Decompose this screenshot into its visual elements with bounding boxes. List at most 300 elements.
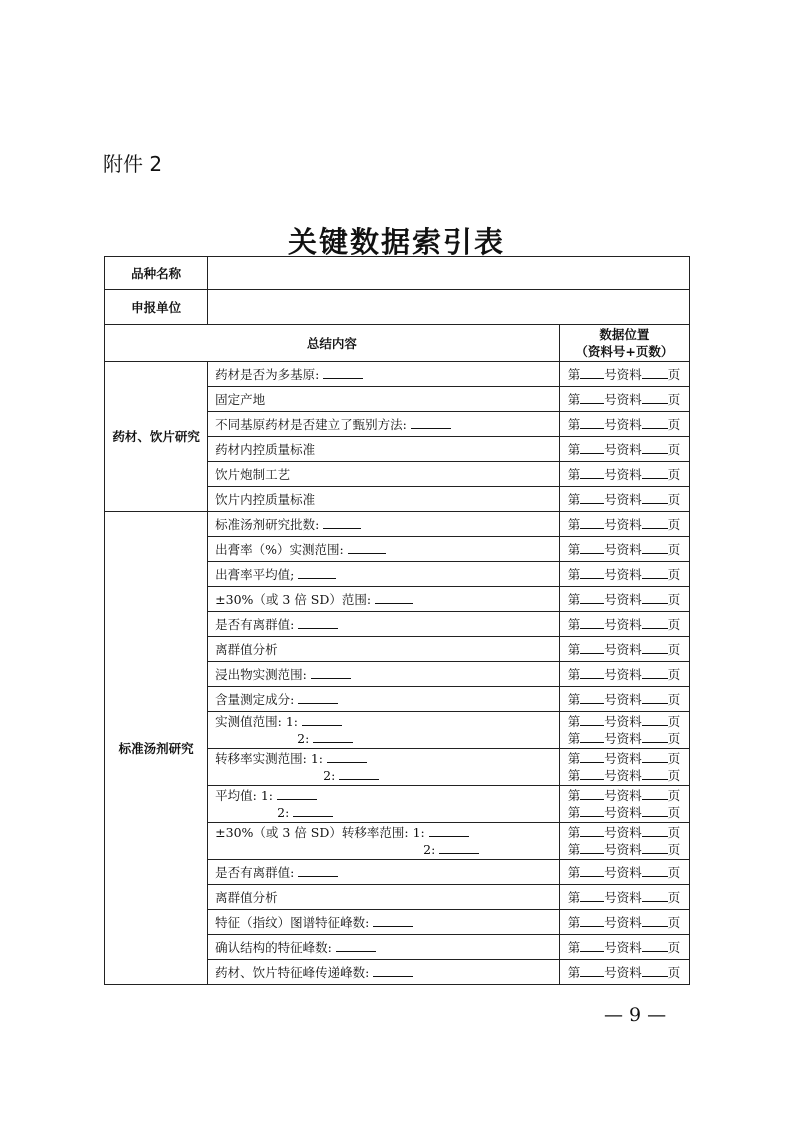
content-text: 药材内控质量标准: [215, 441, 316, 457]
index-row: [105, 362, 690, 387]
doc-number-blank[interactable]: [580, 442, 604, 454]
position-suffix: 页: [667, 768, 681, 783]
summary-content: [208, 786, 560, 823]
position-suffix: 页: [667, 616, 681, 632]
answer-blank[interactable]: [339, 768, 379, 780]
content-text: 固定产地: [215, 391, 266, 407]
position-prefix: 第: [567, 566, 581, 582]
summary-content: [208, 562, 560, 587]
doc-number-blank[interactable]: [580, 731, 604, 743]
position-middle: 号资料: [604, 441, 642, 457]
doc-number-blank[interactable]: [580, 965, 604, 977]
content-text: 确认结构的特征峰数:: [215, 939, 332, 955]
content-text: 药材、饮片特征峰传递峰数:: [215, 964, 370, 980]
page-number-blank[interactable]: [642, 567, 668, 579]
variety-name-label: 品种名称: [105, 257, 208, 290]
position-middle: 号资料: [604, 788, 642, 803]
data-position[interactable]: [568, 366, 689, 383]
answer-blank[interactable]: [298, 692, 338, 704]
content-text: 标准汤剂研究批数:: [215, 516, 320, 532]
position-prefix: 第: [567, 666, 581, 682]
summary-content: [208, 860, 560, 885]
answer-blank[interactable]: [298, 567, 336, 579]
content-text: ±30%（或 3 倍 SD）范围:: [215, 591, 372, 607]
content-line: [215, 541, 559, 558]
data-position-cell: [559, 562, 689, 587]
page-number-blank[interactable]: [642, 805, 668, 817]
doc-number-blank[interactable]: [580, 367, 604, 379]
summary-content: [208, 910, 560, 935]
page-number-blank[interactable]: [642, 825, 668, 837]
content-line: [215, 366, 559, 383]
position-middle: 号资料: [604, 964, 642, 980]
position-prefix: 第: [567, 366, 581, 382]
content-text: 2:: [423, 842, 436, 857]
data-position[interactable]: [568, 616, 689, 633]
page-number-blank[interactable]: [642, 788, 668, 800]
position-prefix: 第: [567, 516, 581, 532]
position-prefix: 第: [567, 889, 581, 905]
position-middle: 号资料: [604, 616, 642, 632]
page-number-blank[interactable]: [642, 417, 668, 429]
position-prefix: 第: [567, 731, 581, 746]
answer-blank[interactable]: [439, 842, 479, 854]
data-position-cell: [559, 910, 689, 935]
summary-content: [208, 712, 560, 749]
doc-number-blank[interactable]: [580, 467, 604, 479]
doc-number-blank[interactable]: [580, 542, 604, 554]
doc-number-blank[interactable]: [580, 825, 604, 837]
page-number-blank[interactable]: [642, 915, 668, 927]
content-text: 实测值范围: 1:: [215, 714, 299, 729]
page-number-blank[interactable]: [642, 642, 668, 654]
summary-content: [208, 387, 560, 412]
position-prefix: 第: [567, 768, 581, 783]
content-text: 2:: [323, 768, 336, 783]
data-position[interactable]: [568, 391, 689, 408]
content-line: [215, 391, 559, 408]
page-number-blank[interactable]: [642, 940, 668, 952]
content-line: [215, 416, 559, 433]
data-position-cell: [559, 860, 689, 885]
content-text: 2:: [297, 731, 310, 746]
content-line: [215, 591, 559, 608]
content-text: 出膏率（%）实测范围:: [215, 541, 344, 557]
answer-blank[interactable]: [313, 731, 353, 743]
position-middle: 号资料: [604, 491, 642, 507]
page-number: — 9 —: [604, 1004, 667, 1026]
position-middle: 号资料: [604, 566, 642, 582]
position-suffix: 页: [667, 864, 681, 880]
info-row-applicant: [105, 290, 690, 325]
doc-number-blank[interactable]: [580, 940, 604, 952]
position-suffix: 页: [667, 939, 681, 955]
data-position[interactable]: [568, 541, 689, 558]
position-prefix: 第: [567, 751, 581, 766]
position-middle: 号资料: [604, 914, 642, 930]
summary-content: [208, 687, 560, 712]
position-suffix: 页: [667, 666, 681, 682]
data-position-cell: [559, 960, 689, 985]
answer-blank[interactable]: [327, 751, 367, 763]
content-line: [215, 713, 559, 730]
position-suffix: 页: [667, 591, 681, 607]
content-text: 转移率实测范围: 1:: [215, 751, 324, 766]
summary-content: [208, 749, 560, 786]
position-middle: 号资料: [604, 864, 642, 880]
position-middle: 号资料: [604, 416, 642, 432]
doc-number-blank[interactable]: [580, 567, 604, 579]
data-position-cell: [559, 537, 689, 562]
applicant-value[interactable]: [208, 290, 690, 325]
content-line: [215, 516, 559, 533]
content-text: 离群值分析: [215, 641, 278, 657]
content-text: 特征（指纹）图谱特征峰数:: [215, 914, 370, 930]
position-prefix: 第: [567, 641, 581, 657]
position-suffix: 页: [667, 691, 681, 707]
position-prefix: 第: [567, 441, 581, 457]
data-position-cell: [559, 786, 689, 823]
position-prefix: 第: [567, 541, 581, 557]
content-text: 饮片内控质量标准: [215, 491, 316, 507]
data-position[interactable]: [568, 466, 689, 483]
position-middle: 号资料: [604, 805, 642, 820]
data-position-cell: [559, 462, 689, 487]
data-position[interactable]: [568, 889, 689, 906]
page-title: 关键数据索引表: [287, 225, 505, 259]
content-text: 平均值: 1:: [215, 788, 274, 803]
position-prefix: 第: [567, 864, 581, 880]
content-line: [215, 804, 559, 821]
position-middle: 号资料: [604, 541, 642, 557]
position-prefix: 第: [567, 491, 581, 507]
data-position[interactable]: [568, 864, 689, 881]
position-prefix: 第: [567, 788, 581, 803]
content-line: [215, 939, 559, 956]
position-prefix: 第: [567, 805, 581, 820]
position-header-line2: （资料号+页数）: [575, 344, 674, 359]
position-suffix: 页: [667, 366, 681, 382]
key-data-index-table: [104, 256, 690, 985]
answer-blank[interactable]: [323, 517, 361, 529]
data-position[interactable]: [568, 516, 689, 533]
position-suffix: 页: [667, 964, 681, 980]
summary-content: [208, 462, 560, 487]
position-prefix: 第: [567, 939, 581, 955]
position-middle: 号资料: [604, 466, 642, 482]
doc-number-blank[interactable]: [580, 768, 604, 780]
summary-content: [208, 612, 560, 637]
position-middle: 号资料: [604, 751, 642, 766]
content-text: 药材是否为多基原:: [215, 366, 320, 382]
position-prefix: 第: [567, 714, 581, 729]
data-position-cell: [559, 387, 689, 412]
data-position[interactable]: [568, 713, 689, 730]
content-line: [215, 824, 559, 841]
page-number-blank[interactable]: [642, 392, 668, 404]
data-position-cell: [559, 662, 689, 687]
position-middle: 号资料: [604, 768, 642, 783]
data-position-cell: [559, 637, 689, 662]
doc-number-blank[interactable]: [580, 392, 604, 404]
position-suffix: 页: [667, 391, 681, 407]
doc-number-blank[interactable]: [580, 492, 604, 504]
position-prefix: 第: [567, 616, 581, 632]
applicant-label: 申报单位: [105, 290, 208, 325]
position-suffix: 页: [667, 541, 681, 557]
answer-blank[interactable]: [348, 542, 386, 554]
answer-blank[interactable]: [277, 788, 317, 800]
position-suffix: 页: [667, 416, 681, 432]
page-number-blank[interactable]: [642, 467, 668, 479]
page-number-blank[interactable]: [642, 692, 668, 704]
data-position[interactable]: [568, 939, 689, 956]
page-number-blank[interactable]: [642, 890, 668, 902]
position-middle: 号资料: [604, 591, 642, 607]
position-middle: 号资料: [604, 366, 642, 382]
page-number-blank[interactable]: [642, 667, 668, 679]
answer-blank[interactable]: [373, 965, 413, 977]
content-text: ±30%（或 3 倍 SD）转移率范围: 1:: [215, 825, 425, 840]
page-number-blank[interactable]: [642, 617, 668, 629]
doc-number-blank[interactable]: [580, 692, 604, 704]
doc-number-blank[interactable]: [580, 890, 604, 902]
position-suffix: 页: [667, 566, 681, 582]
doc-number-blank[interactable]: [580, 667, 604, 679]
data-position-cell: [559, 823, 689, 860]
data-position-cell: [559, 587, 689, 612]
content-text: 2:: [277, 805, 290, 820]
position-middle: 号资料: [604, 641, 642, 657]
position-header-line1: 数据位置: [599, 327, 650, 342]
page-number-blank[interactable]: [642, 517, 668, 529]
summary-content: [208, 662, 560, 687]
content-line: [215, 441, 559, 458]
position-middle: 号资料: [604, 691, 642, 707]
answer-blank[interactable]: [429, 825, 469, 837]
doc-number-blank[interactable]: [580, 865, 604, 877]
content-line: [215, 616, 559, 633]
page-number-blank[interactable]: [642, 492, 668, 504]
data-position[interactable]: [568, 666, 689, 683]
content-text: 是否有离群值:: [215, 864, 295, 880]
answer-blank[interactable]: [323, 367, 363, 379]
data-position[interactable]: [568, 491, 689, 508]
data-position[interactable]: [568, 914, 689, 931]
content-line: [215, 787, 559, 804]
answer-blank[interactable]: [302, 714, 342, 726]
data-position[interactable]: [568, 691, 689, 708]
data-position-cell: [559, 412, 689, 437]
content-line: [215, 750, 559, 767]
summary-content: [208, 362, 560, 387]
position-suffix: 页: [667, 914, 681, 930]
position-middle: 号资料: [604, 714, 642, 729]
page-number-blank[interactable]: [642, 714, 668, 726]
answer-blank[interactable]: [375, 592, 413, 604]
answer-blank[interactable]: [336, 940, 376, 952]
summary-content: [208, 487, 560, 512]
answer-blank[interactable]: [293, 805, 333, 817]
doc-number-blank[interactable]: [580, 592, 604, 604]
content-line: [215, 889, 559, 906]
summary-content: [208, 587, 560, 612]
summary-content: [208, 935, 560, 960]
answer-blank[interactable]: [311, 667, 351, 679]
position-suffix: 页: [667, 731, 681, 746]
page-number-blank[interactable]: [642, 865, 668, 877]
content-text: 离群值分析: [215, 889, 278, 905]
position-suffix: 页: [667, 466, 681, 482]
data-position[interactable]: [568, 591, 689, 608]
summary-content: [208, 823, 560, 860]
summary-content: [208, 512, 560, 537]
page-number-blank[interactable]: [642, 842, 668, 854]
position-suffix: 页: [667, 825, 681, 840]
data-position-cell: [559, 487, 689, 512]
page-number-blank[interactable]: [642, 442, 668, 454]
data-position[interactable]: [568, 767, 689, 784]
summary-content: [208, 437, 560, 462]
data-position-cell: [559, 885, 689, 910]
position-middle: 号资料: [604, 842, 642, 857]
position-middle: 号资料: [604, 939, 642, 955]
page-number-blank[interactable]: [642, 592, 668, 604]
data-position[interactable]: [568, 964, 689, 981]
position-suffix: 页: [667, 751, 681, 766]
section-label: 标准汤剂研究: [105, 512, 208, 985]
doc-number-blank[interactable]: [580, 751, 604, 763]
data-position[interactable]: [568, 566, 689, 583]
data-position-cell: [559, 512, 689, 537]
position-prefix: 第: [567, 691, 581, 707]
doc-number-blank[interactable]: [580, 642, 604, 654]
answer-blank[interactable]: [411, 417, 451, 429]
summary-content: [208, 412, 560, 437]
page-number-blank[interactable]: [642, 965, 668, 977]
position-suffix: 页: [667, 491, 681, 507]
data-position[interactable]: [568, 804, 689, 821]
data-position-cell: [559, 362, 689, 387]
position-suffix: 页: [667, 641, 681, 657]
content-text: 饮片炮制工艺: [215, 466, 291, 482]
content-text: 是否有离群值:: [215, 616, 295, 632]
doc-number-blank[interactable]: [580, 788, 604, 800]
summary-content: [208, 960, 560, 985]
doc-number-blank[interactable]: [580, 805, 604, 817]
position-prefix: 第: [567, 842, 581, 857]
doc-number-blank[interactable]: [580, 517, 604, 529]
position-middle: 号资料: [604, 731, 642, 746]
position-middle: 号资料: [604, 516, 642, 532]
content-line: [215, 641, 559, 658]
position-middle: 号资料: [604, 889, 642, 905]
data-position-cell: [559, 749, 689, 786]
position-suffix: 页: [667, 714, 681, 729]
content-line: [215, 491, 559, 508]
position-suffix: 页: [667, 889, 681, 905]
answer-blank[interactable]: [298, 865, 338, 877]
position-middle: 号资料: [604, 666, 642, 682]
data-position-cell: [559, 437, 689, 462]
data-position[interactable]: [568, 787, 689, 804]
data-position-cell: [559, 612, 689, 637]
position-suffix: 页: [667, 805, 681, 820]
data-position[interactable]: [568, 416, 689, 433]
position-middle: 号资料: [604, 825, 642, 840]
position-middle: 号资料: [604, 391, 642, 407]
page-number-blank[interactable]: [642, 367, 668, 379]
page-number-blank[interactable]: [642, 731, 668, 743]
doc-number-blank[interactable]: [580, 617, 604, 629]
position-prefix: 第: [567, 466, 581, 482]
column-header-row: [105, 325, 690, 362]
position-suffix: 页: [667, 788, 681, 803]
page-number-blank[interactable]: [642, 751, 668, 763]
doc-number-blank[interactable]: [580, 915, 604, 927]
data-position[interactable]: [568, 641, 689, 658]
content-line: [215, 864, 559, 881]
index-row: [105, 512, 690, 537]
content-line: [215, 914, 559, 931]
content-line: [215, 666, 559, 683]
page-number-blank[interactable]: [642, 542, 668, 554]
content-line: [215, 566, 559, 583]
doc-number-blank[interactable]: [580, 417, 604, 429]
content-line: [215, 691, 559, 708]
position-prefix: 第: [567, 914, 581, 930]
data-position[interactable]: [568, 441, 689, 458]
content-line: [215, 730, 559, 747]
position-suffix: 页: [667, 516, 681, 532]
position-suffix: 页: [667, 441, 681, 457]
data-position-cell: [559, 935, 689, 960]
position-prefix: 第: [567, 825, 581, 840]
data-position[interactable]: [568, 730, 689, 747]
position-column-header: [559, 325, 689, 362]
info-row-variety-name: [105, 257, 690, 290]
content-column-header: 总结内容: [105, 325, 560, 362]
data-position[interactable]: [568, 824, 689, 841]
position-suffix: 页: [667, 842, 681, 857]
data-position[interactable]: [568, 841, 689, 858]
doc-number-blank[interactable]: [580, 714, 604, 726]
position-prefix: 第: [567, 964, 581, 980]
content-text: 含量测定成分:: [215, 691, 295, 707]
content-line: [215, 466, 559, 483]
content-text: 浸出物实测范围:: [215, 666, 307, 682]
doc-number-blank[interactable]: [580, 842, 604, 854]
content-line: [215, 767, 559, 784]
content-text: 不同基原药材是否建立了甄别方法:: [215, 416, 407, 432]
answer-blank[interactable]: [373, 915, 413, 927]
position-prefix: 第: [567, 416, 581, 432]
page-number-blank[interactable]: [642, 768, 668, 780]
section-label: 药材、饮片研究: [105, 362, 208, 512]
answer-blank[interactable]: [298, 617, 338, 629]
data-position-cell: [559, 712, 689, 749]
data-position[interactable]: [568, 750, 689, 767]
position-prefix: 第: [567, 391, 581, 407]
content-line: [215, 841, 559, 858]
summary-content: [208, 537, 560, 562]
attachment-label: 附件 2: [103, 152, 163, 176]
summary-content: [208, 885, 560, 910]
content-line: [215, 964, 559, 981]
variety-name-value[interactable]: [208, 257, 690, 290]
position-prefix: 第: [567, 591, 581, 607]
content-text: 出膏率平均值;: [215, 566, 295, 582]
